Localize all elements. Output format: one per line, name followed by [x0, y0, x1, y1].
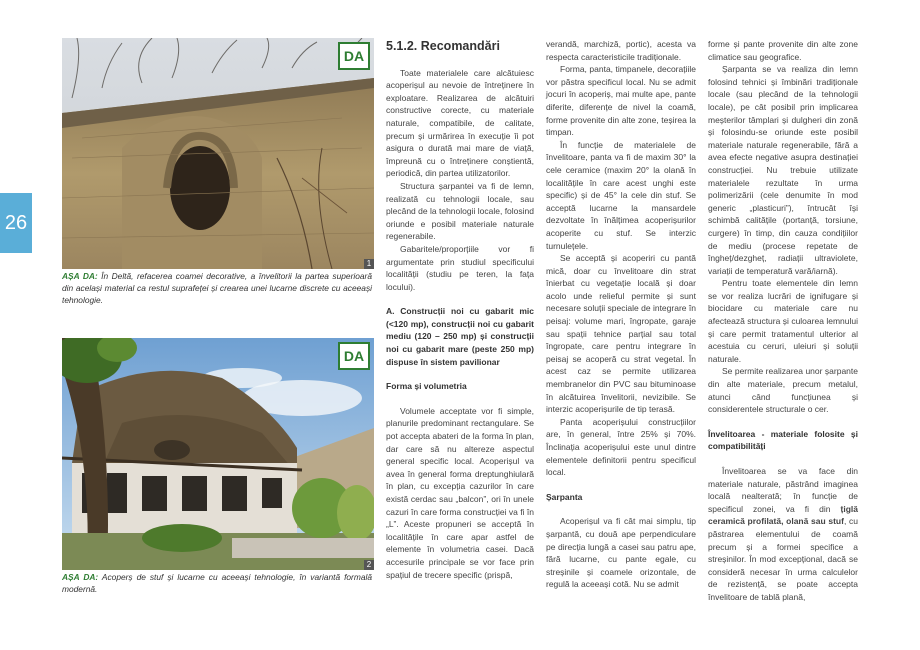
photo-thatched-lucarne — [62, 38, 374, 269]
paragraph: Se permite realizarea unor șarpante din alte materiale, precum metalul, atunci când funcțiunea și considerentele structurale o cer. — [708, 366, 858, 415]
subheading: A. Construcții noi cu gabarit mic (<120 mp), construcții noi cu gabarit mediu (120 – 250 mp) și construcții noi cu gabarit mare (peste 250 mp) dispuse în sistem pavilionar — [386, 306, 534, 367]
paragraph: Panta acoperișului construcțiilor are, în general, între 25% și 70%. Înclinația acoperișului este unul dintre elementele definitorii pentru specificul local. — [546, 416, 696, 478]
paragraph: Gabaritele/proporțiile vor fi argumentate prin studiul specificului localității (studiu pe teren, la fața locului). — [386, 243, 534, 292]
photo-number: 2 — [364, 560, 374, 570]
paragraph: Volumele acceptate vor fi simple, planurile predominant rectangulare. Se pot accepta abateri de la forma în plan, dar care să nu altereze aspectul general specific local. Acoperișul va avea în general forma dreptunghiulară în plan, cu excepția cazurilor în care există cerdac sau „balcon”, ori în unele cazuri în care forma construcției va fi în „L”. Aceste propuneri se acceptă în localitățile în care apar astfel de elemente în volumetria casei. Dacă accesurile principale se vor face prin spațiul de trecere specific (prispă, — [386, 405, 534, 580]
emphasis-materials: țiglă ceramică profilată, olană sau stuf — [708, 503, 858, 527]
paragraph: Acoperișul va fi cât mai simplu, tip șarpantă, cu două ape perpendiculare pe direcția lungă a casei sau patru ape, fără lucarne, cu pante egale, cu streșinile și coamele orizontale, de regulă la aceeași cotă. Nu se admit — [546, 516, 696, 590]
text-column-1 — [386, 38, 534, 581]
caption-label: AȘA DA: — [62, 271, 98, 281]
paragraph: Structura șarpantei va fi de lemn, realizată cu tehnologii locale, sau plecând de la tehnologii locale, folosind oriunde e posibil materiale naturale regenerabile. — [386, 180, 534, 242]
paragraph: În funcție de materialele de învelitoare, panta va fi de maxim 30° la cele ceramice (maxim 20° la olană în localitățile în care acest unghi este specific) și de 45° la cele din stuf. Se acceptă lucarne la mansardele dezvoltate în înălțimea acoperișurilor acoperite cu stuf. Se interzic turnulețele. — [546, 139, 696, 251]
subheading: Învelitoarea - materiale folosite și compatibilități — [708, 428, 858, 452]
thatch-roof-image — [62, 38, 374, 269]
paragraph: Se acceptă și acoperiri cu pantă mică, doar cu învelitoare din strat înierbat cu vegetație locală și doar acolo unde relieful permite și sunt necesare soluții speciale de integrare în peisaj: volume mari, îngropate, garaje sau spații tehnice parțial sau total îngropate, care pentru integrare în peisaj se acoperă cu strat vegetal. În acest caz se permite utilizarea membranelor din PVC sau bituminoase în alcătuirea învelitorii, nevizibile. Se interzic acoperișurile de tip terasă. — [546, 253, 696, 415]
caption-label: AȘA DA: — [62, 572, 99, 582]
paragraph: Forma, panta, timpanele, decorațiile vor păstra specificul local. Nu se admit jocuri în acoperiș, mai multe ape, pante diferite, diferențe de nivel la coamă, forme provenite din alte zone, teșirea la timpan. — [546, 64, 696, 138]
paragraph: verandă, marchiză, portic), acesta va respecta caracteristicile tradiționale. — [546, 39, 696, 62]
paragraph: Toate materialele care alcătuiesc acoperișul au nevoie de întreținere în exploatare. Realizarea de alcătuiri constructive corecte, cu materiale naturale, compatibile, de calitate, precum și urmărirea în execuție îi pot asigura o durată mai mare de viață, împreună cu o întreținere conștientă, periodică, din partea utilizatorilor. — [386, 67, 534, 179]
text-column-2 — [546, 38, 696, 591]
section-heading: 5.1.2. Recomandări — [386, 39, 500, 53]
thatch-house-image — [62, 338, 374, 570]
caption-text: În Deltă, refacerea coamei decorative, a învelitorii la partea superioară din același material ca restul suprafeței și crearea unei lucarne discrete cu aceeași tehnologie. — [62, 271, 372, 305]
paragraph: Pentru toate elementele din lemn se vor realiza lucrări de ignifugare și biocidare cu materiale care nu afectează structura și culoarea lemnului și care permit tratamentul ulterior al acestuia cu ceruri, uleiuri și soluții naturale. — [708, 278, 858, 364]
paragraph-text: , cu păstrarea elementului de coamă precum și a formei specifice a streșinilor. În mod excepțional, dacă se consideră necesar în urma calculelor de rezistență, se poate accepta învelitoare de tablă plană, — [708, 516, 859, 602]
da-badge: DA — [338, 42, 370, 70]
subheading: Șarpanta — [546, 491, 583, 502]
caption-text: Acoperș de stuf și lucarne cu aceeași tehnologie, în variantă formală modernă. — [62, 572, 372, 594]
photo-number: 1 — [364, 259, 374, 269]
photo-caption — [62, 270, 372, 306]
subheading: Forma și volumetria — [386, 381, 467, 392]
da-badge: DA — [338, 342, 370, 370]
photo-caption — [62, 571, 372, 595]
paragraph: forme și pante provenite din alte zone climatice sau geografice. — [708, 39, 858, 62]
photo-thatched-house — [62, 338, 374, 570]
paragraph-text: Învelitoarea se va face din materiale naturale, păstrând imaginea locală nealterată; în funcție de specificul zonei, va fi din — [708, 466, 858, 514]
text-column-3 — [708, 38, 858, 604]
paragraph — [708, 465, 858, 604]
page-number-tab: 26 — [0, 193, 32, 253]
paragraph: Șarpanta se va realiza din lemn folosind tehnici și îmbinări tradiționale locale (sau plecând de la tehnologii locale), pe cât posibil prin implicarea meșterilor tâmplari și dulgheri din zonă și folosindu-se oriunde este posibil materiale naturale regenerabile, fără a avea efecte negative asupra destinației construcției. Nu trebuie utilizate materialele rezultate în urma polimerizării (cele denumite în mod generic „plasticuri”), întrucât își schimbă calitățile (portanță, torsiune, curgere) în timp, din cauza condițiilor de mediu (procese repetate de îngheț/dezgheț, radiații ultraviolete, variații de temperatură vară/iarnă). — [708, 64, 858, 276]
